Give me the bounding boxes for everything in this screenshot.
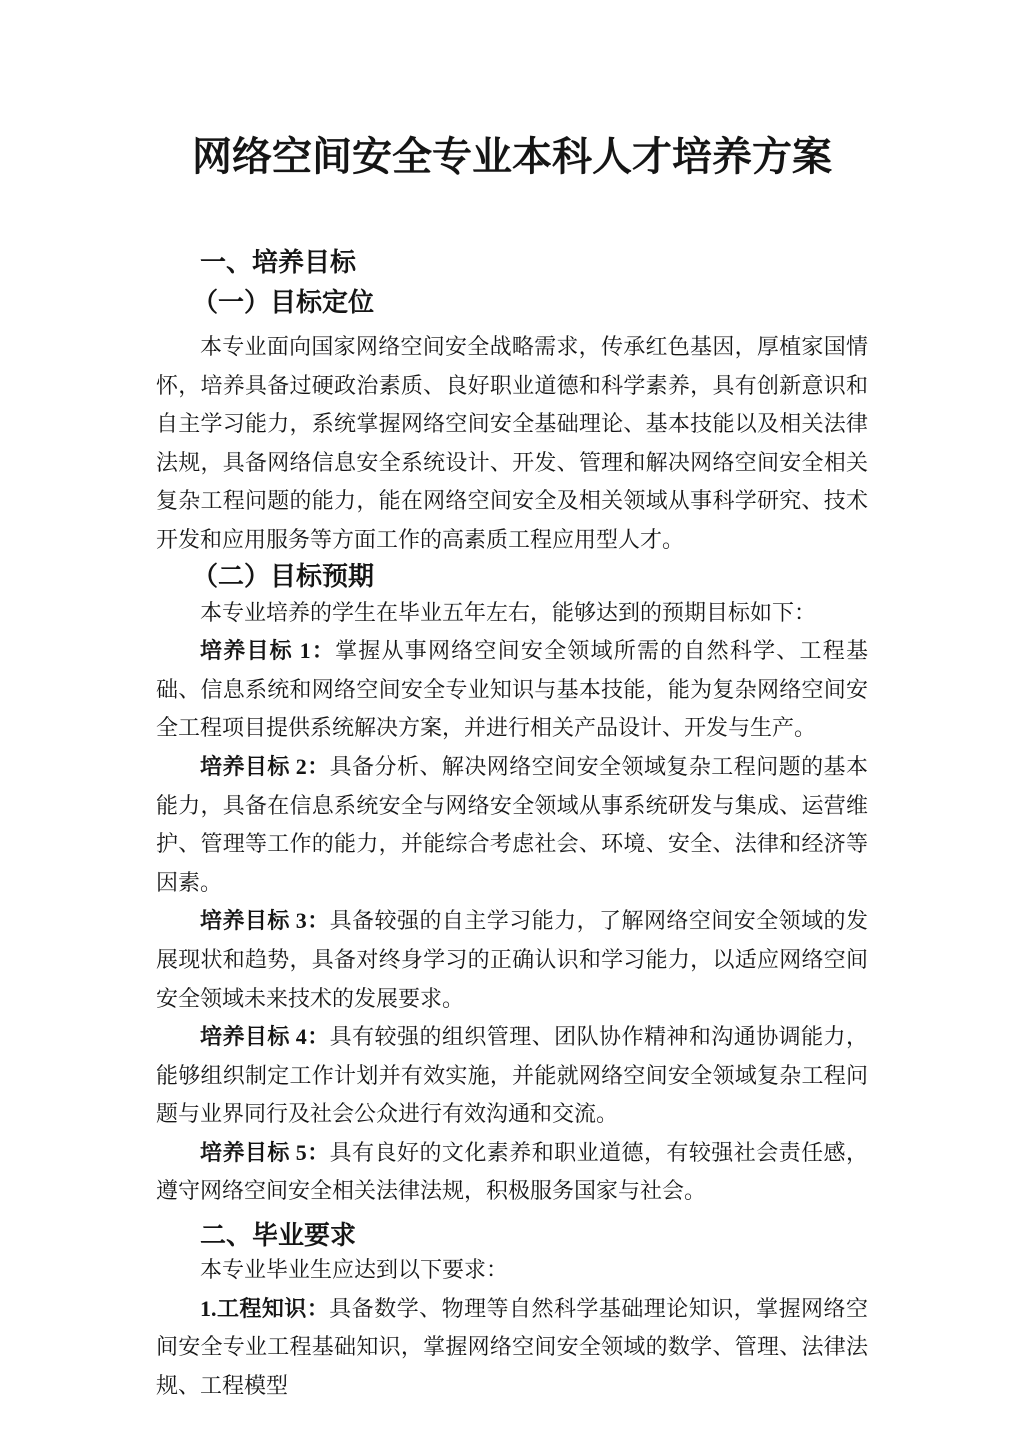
requirement-1-text: 具备数学、物理等自然科学基础理论知识，掌握网络空间安全专业工程基础知识，掌握网络空间安全领域的数学、管理、法律法规、工程模型 <box>156 1295 868 1398</box>
subsection-heading-target-positioning: （一）目标定位 <box>192 288 375 317</box>
paragraph-expectation-intro: 本专业培养的学生在毕业五年左右，能够达到的预期目标如下： <box>200 599 817 625</box>
requirement-1-label: 1.工程知识： <box>200 1295 330 1321</box>
paragraph-requirement-1 <box>156 1290 868 1406</box>
paragraph-goal-5 <box>156 1134 868 1211</box>
goal-3-text: 具备较强的自主学习能力，了解网络空间安全领域的发展现状和趋势，具备对终身学习的正确认识和学习能力，以适应网络空间安全领域未来技术的发展要求。 <box>156 908 868 1011</box>
goal-1-text: 掌握从事网络空间安全领域所需的自然科学、工程基础、信息系统和网络空间安全专业知识与基本技能，能为复杂网络空间安全工程项目提供系统解决方案，并进行相关产品设计、开发与生产。 <box>156 638 868 741</box>
goal-1-label: 培养目标 1： <box>200 638 336 664</box>
paragraph-goal-2 <box>156 748 868 902</box>
goal-5-label: 培养目标 5： <box>200 1139 330 1165</box>
goal-5-text: 具有良好的文化素养和职业道德，有较强社会责任感，遵守网络空间安全相关法律法规，积极服务国家与社会。 <box>156 1139 868 1204</box>
goal-4-label: 培养目标 4： <box>200 1024 330 1050</box>
page-title: 网络空间安全专业本科人才培养方案 <box>192 134 832 179</box>
paragraph-goal-1 <box>156 632 868 748</box>
goal-3-label: 培养目标 3： <box>200 908 330 934</box>
paragraph-graduation-intro: 本专业毕业生应达到以下要求： <box>200 1257 509 1283</box>
paragraph-goal-4 <box>156 1018 868 1134</box>
paragraph-goal-3 <box>156 902 868 1018</box>
paragraph-target-positioning: 本专业面向国家网络空间安全战略需求，传承红色基因，厚植家国情怀，培养具备过硬政治素质、良好职业道德和科学素养，具有创新意识和自主学习能力，系统掌握网络空间安全基础理论、基本技能以及相关法律法规，具备网络信息安全系统设计、开发、管理和解决网络空间安全相关复杂工程问题的能力，能在网络空间安全及相关领域从事科学研究、技术开发和应用服务等方面工作的高素质工程应用型人才。 <box>156 334 868 552</box>
goal-2-text: 具备分析、解决网络空间安全领域复杂工程问题的基本能力，具备在信息系统安全与网络安全领域从事系统研发与集成、运营维护、管理等工作的能力，并能综合考虑社会、环境、安全、法律和经济等因素。 <box>156 753 868 895</box>
section-heading-graduation-requirements: 二、毕业要求 <box>200 1220 357 1251</box>
goal-4-text: 具有较强的组织管理、团队协作精神和沟通协调能力，能够组织制定工作计划并有效实施，并能就网络空间安全领域复杂工程问题与业界同行及社会公众进行有效沟通和交流。 <box>156 1024 868 1127</box>
goal-2-label: 培养目标 2： <box>200 753 330 779</box>
section-heading-training-objectives: 一、培养目标 <box>200 247 357 277</box>
subsection-heading-target-expectation: （二）目标预期 <box>192 561 375 591</box>
